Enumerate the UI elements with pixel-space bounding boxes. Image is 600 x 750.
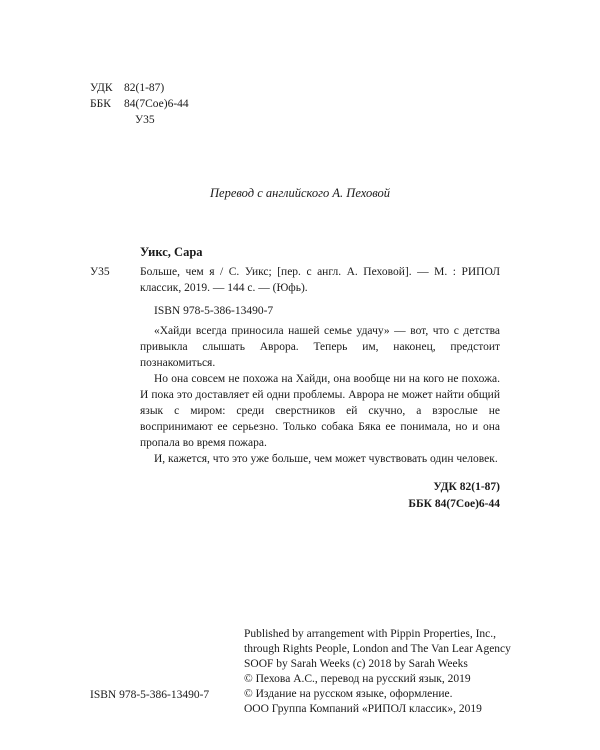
isbn: ISBN 978-5-386-13490-7 [154,305,274,317]
bottom-bbk: ББК 84(7Сое)6-44 [408,498,500,510]
annotation [140,323,500,467]
annotation-paragraph: И, кажется, что это уже больше, чем может чувствовать один человек. [154,453,498,465]
bottom-udk: УДК 82(1-87) [433,481,500,493]
imprint-line: SOOF by Sarah Weeks (c) 2018 by Sarah Weeks [244,658,468,670]
isbn-bottom: ISBN 978-5-386-13490-7 [90,689,210,701]
imprint-line: ООО Группа Компаний «РИПОЛ классик», 2019 [244,703,482,715]
imprint-line: Published by arrangement with Pippin Properties, Inc., [244,628,497,640]
bbk-value: 84(7Сое)6-44 [124,98,189,110]
imprint-block [244,627,511,717]
annotation-paragraph: Но она совсем не похожа на Хайди, она вообще ни на кого не похожа. И пока это доставляет ей одни проблемы. Аврора не может найти общий язык с миром: среди сверстников ей скучно, а взрослые не воспринимают ее серьезно. Только собака Бяка ее понимала, но и она пропала во время пожара. [140,373,500,449]
udk-value: 82(1-87) [124,82,165,94]
annotation-paragraph: «Хайди всегда приносила нашей семье удачу» — вот, что с детства привыкла слышать Аврора. Теперь им, наконец, предстоит познакомиться. [140,325,500,369]
imprint-line: © Пехова А.С., перевод на русский язык, 2019 [244,673,471,685]
author-sign: У35 [135,114,155,126]
udk-label: УДК [90,82,113,94]
imprint-line: © Издание на русском языке, оформление. [244,688,453,700]
udk-row [90,80,189,96]
bibliographic-description: Больше, чем я / С. Уикс; [пер. с англ. А. Пеховой]. — М. : РИПОЛ классик, 2019. — 144 с. — (Юфь). [140,266,500,294]
author-name: Уикс, Сара [140,245,203,259]
imprint-line: through Rights People, London and The Van Lear Agency [244,643,511,655]
bbk-row [90,96,189,112]
bbk-label: ББК [90,98,111,110]
bottom-classification [390,479,500,513]
author-code: У35 [90,266,110,278]
classification-block [90,80,189,128]
translator-line: Перевод с английского А. Пеховой [210,186,390,200]
